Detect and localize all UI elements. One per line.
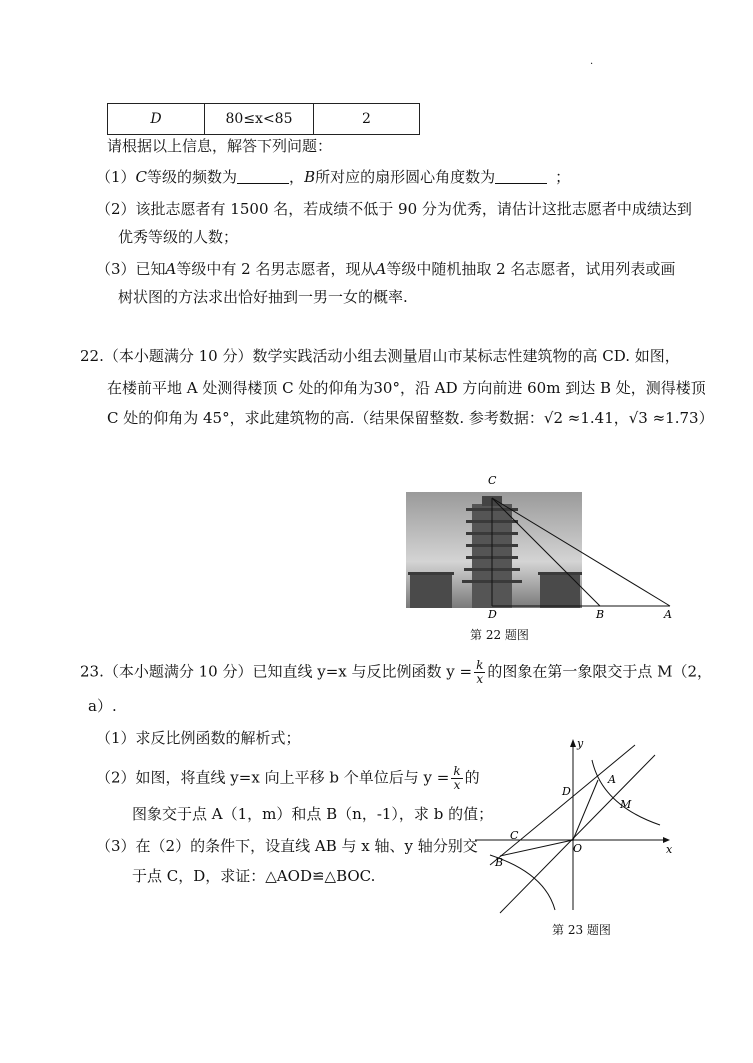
- q21-p1-a: （1）: [96, 168, 136, 186]
- q21-part1: [96, 166, 570, 188]
- label-a: A: [608, 773, 616, 786]
- q21-part3-line2: 树状图的方法求出恰好抽到一男一女的概率.: [118, 288, 408, 306]
- label-b: B: [495, 856, 504, 869]
- header-mark: .: [590, 56, 594, 67]
- label-m: M: [620, 798, 632, 811]
- label-d: D: [488, 608, 497, 621]
- q23-figure: [470, 735, 680, 915]
- frac-numerator: k: [476, 658, 484, 672]
- q21-p1-e: B: [304, 168, 316, 186]
- table-cell: 80≤x<85: [205, 104, 314, 135]
- label-b: B: [596, 608, 605, 621]
- table-cell: D: [108, 104, 205, 135]
- line-ab: [490, 745, 635, 865]
- q23-part2-line1: [96, 765, 480, 792]
- q23-part3-line2: 于点 C，D，求证：△AOD≌△BOC.: [132, 867, 376, 885]
- q21-p1-g: ；: [555, 168, 571, 186]
- frac-numerator: k: [453, 764, 461, 778]
- q21-p3-d: A: [375, 260, 387, 278]
- q21-p3-c: 等级中有 2 名男志愿者，现从: [176, 260, 376, 278]
- q21-p3-a: （3）已知: [96, 260, 166, 278]
- q21-intro: 请根据以上信息，解答下列问题：: [107, 137, 333, 155]
- q22-caption: 第 22 题图: [470, 628, 529, 642]
- table-row: [108, 104, 420, 135]
- label-o: O: [573, 842, 583, 855]
- label-a: A: [664, 608, 672, 621]
- line-y-equals-x: [500, 755, 655, 913]
- q21-p1-f: 所对应的扇形圆心角度数为: [315, 168, 496, 186]
- y-axis-arrow: [570, 739, 576, 747]
- q22-line3: C 处的仰角为 45°，求此建筑物的高.（结果保留整数. 参考数据：√2 ≈1.41，√3 ≈1.73）: [107, 409, 714, 427]
- q23-line1-a: 23.（本小题满分 10 分）已知直线 y=x 与反比例函数 y =: [80, 662, 473, 681]
- q21-p3-e: 等级中随机抽取 2 名志愿者，试用列表或画: [386, 260, 676, 278]
- q23-p2-b: 的: [464, 768, 480, 787]
- q21-part2-line1: （2）该批志愿者有 1500 名，若成绩不低于 90 分为优秀，请估计这批志愿者中成绩达到: [96, 200, 692, 218]
- q21-p1-b: C: [135, 168, 148, 186]
- segment-oa: [573, 780, 598, 840]
- answer-blank-1: [237, 169, 289, 184]
- label-d: D: [562, 785, 571, 798]
- data-table: [107, 103, 420, 135]
- q23-part3-line1: （3）在（2）的条件下，设直线 AB 与 x 轴、y 轴分别交: [96, 837, 478, 855]
- q21-p1-c: 等级的频数为: [147, 168, 238, 186]
- label-c: C: [488, 474, 497, 487]
- label-x: x: [666, 843, 673, 856]
- fraction-k-over-x: [474, 659, 485, 686]
- label-c: C: [510, 829, 519, 842]
- table-cell: 2: [314, 104, 420, 135]
- q21-part3-line1: [96, 258, 675, 280]
- q21-part2-line2: 优秀等级的人数；: [118, 228, 239, 246]
- answer-blank-2: [495, 169, 547, 184]
- q23-p2-a: （2）如图，将直线 y=x 向上平移 b 个单位后与 y =: [96, 768, 450, 787]
- frac-denominator: x: [476, 672, 484, 686]
- q22-line1: 22.（本小题满分 10 分）数学实践活动小组去测量眉山市某标志性建筑物的高 CD. 如图，: [80, 347, 680, 365]
- q23-part1: （1）求反比例函数的解析式；: [96, 729, 301, 747]
- hyperbola-branch-1: [592, 760, 660, 825]
- label-y: y: [577, 737, 584, 750]
- q23-line2: a）.: [88, 697, 117, 715]
- q23-line1: [80, 659, 712, 686]
- q21-p1-d: ，: [289, 168, 305, 186]
- frac-denominator: x: [453, 778, 461, 792]
- q23-caption: 第 23 题图: [552, 923, 611, 937]
- q23-line1-b: 的图象在第一象限交于点 M（2，: [487, 662, 713, 681]
- q22-figure: [400, 470, 690, 630]
- q22-line2: 在楼前平地 A 处测得楼顶 C 处的仰角为30°，沿 AD 方向前进 60m 到达 B 处，测得楼顶: [107, 379, 706, 397]
- q21-p3-b: A: [165, 260, 177, 278]
- q23-part2-line2: 图象交于点 A（1，m）和点 B（n，-1），求 b 的值；: [132, 805, 494, 823]
- fraction-k-over-x-2: [451, 765, 462, 792]
